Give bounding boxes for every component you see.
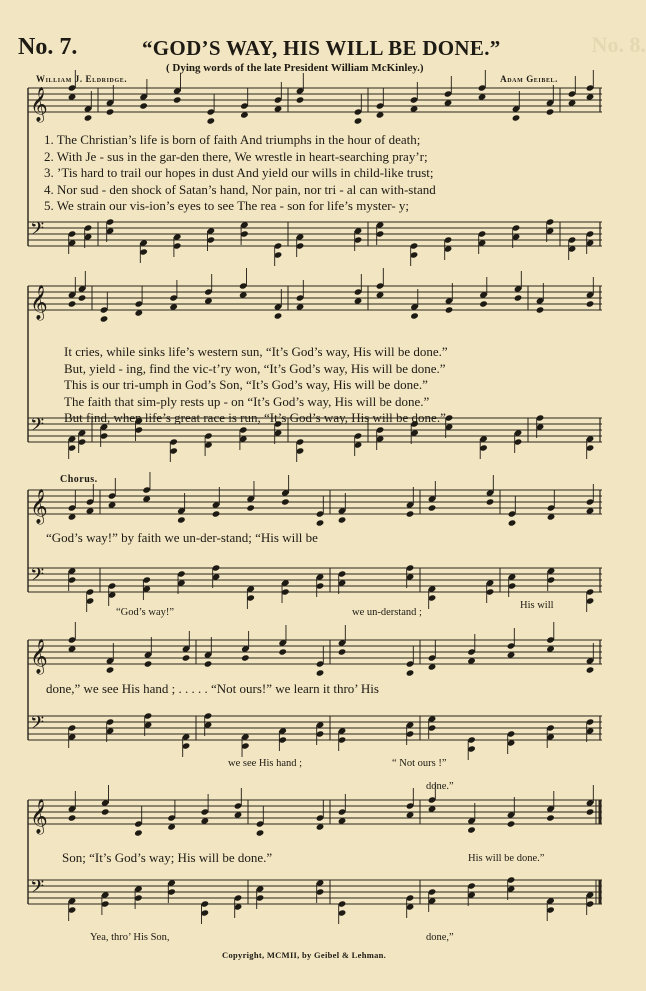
treble-clef-icon: 𝄞 — [30, 285, 48, 320]
notehead — [134, 829, 143, 836]
notehead — [207, 117, 216, 124]
chorus-lyric-2: done,” we see His hand ; . . . . . “Not ours!” we learn it thro’ His — [46, 681, 379, 696]
bass-clef-icon: 𝄢 — [30, 415, 45, 440]
treble-clef-icon: 𝄞 — [30, 639, 48, 674]
chorus-alto-1c: His will — [520, 600, 554, 611]
notehead — [486, 498, 495, 505]
hymn-number: No. 7. — [18, 34, 78, 60]
notehead — [586, 666, 595, 673]
notehead — [144, 660, 153, 667]
notehead — [281, 498, 290, 505]
treble-clef-icon: 𝄞 — [30, 87, 48, 122]
notehead — [316, 519, 325, 526]
hymn-subtitle: ( Dying words of the late President William McKinley.) — [166, 62, 424, 74]
verse-line-1: 1. The Christian’s life is born of faith And triumphs in the hour of death; — [44, 132, 421, 147]
notehead — [428, 504, 437, 511]
notehead — [406, 510, 415, 517]
notehead — [182, 654, 191, 661]
chorus-alto-3b: done,” — [426, 932, 454, 943]
bleed-through-title: No. 8. — [591, 32, 646, 57]
notehead — [536, 306, 545, 313]
bass-clef-icon: 𝄢 — [30, 713, 45, 738]
refrain-line-4: The faith that sim-ply rests up - on “It’s God’s way, His will be done.” — [64, 393, 430, 409]
refrain-block — [64, 344, 584, 427]
notehead — [101, 808, 110, 815]
notehead — [84, 114, 93, 121]
verse-line-5: 5. We strain our vis-ion’s eyes to see The rea - son for life’s myster- y; — [44, 198, 410, 213]
chorus-alto-1b: we un-derstand ; — [352, 607, 422, 618]
notehead — [316, 669, 325, 676]
refrain-line-3: This is our tri-umph in God’s Son, “It’s God’s way, His will be done.” — [64, 377, 428, 392]
refrain-line-2: But, yield - ing, find the vic-t’ry won, “It’s God’s way, His will be done.” — [64, 360, 446, 376]
chorus-alto-1a: “God’s way!” — [116, 607, 175, 618]
chorus-lyric-3: Son; “It’s God’s way; His will be done.” — [62, 850, 273, 865]
refrain-line-5: But find, when life’s great race is run, “It’s God’s way, His will be done.” — [64, 410, 446, 425]
notehead — [204, 660, 213, 667]
treble-clef-icon: 𝄞 — [30, 799, 48, 834]
notehead — [508, 519, 517, 526]
bass-clef-icon: 𝄢 — [30, 877, 45, 902]
notehead — [467, 826, 476, 833]
notehead — [514, 294, 523, 301]
notehead — [445, 306, 454, 313]
notehead — [68, 814, 77, 821]
notehead — [278, 648, 287, 655]
chorus-lyric-3-end: His will be done.” — [468, 853, 545, 864]
notehead — [177, 516, 186, 523]
verse-block — [44, 132, 604, 215]
chorus-alto-3a: Yea, thro’ His Son, — [90, 932, 170, 943]
notehead — [586, 808, 595, 815]
notehead — [406, 669, 415, 676]
notehead — [546, 814, 555, 821]
notehead — [586, 300, 595, 307]
hymn-title: “GOD’S WAY, HIS WILL BE DONE.” — [142, 36, 501, 60]
bass-clef-icon: 𝄢 — [30, 565, 45, 590]
notehead — [106, 108, 115, 115]
notehead — [512, 114, 521, 121]
verse-line-2: 2. With Je - sus in the gar-den there, We wrestle in heart-searching pray’r; — [44, 148, 428, 164]
author-credit: William J. Eldridge. — [36, 74, 128, 84]
notehead — [173, 96, 182, 103]
notehead — [296, 96, 305, 103]
notehead — [338, 516, 347, 523]
verse-line-4: 4. Nor sud - den shock of Satan’s hand, Nor pain, nor tri - al can with-stand — [44, 181, 436, 197]
notehead — [100, 315, 109, 322]
refrain-line-1: It cries, while sinks life’s western sun, “It’s God’s way, His will be done.” — [64, 344, 448, 359]
copyright-notice: Copyright, MCMII, by Geibel & Lehman. — [222, 950, 387, 960]
verse-line-3: 3. ’Tis hard to trail our hopes in dust And yield our wills in child-like trust; — [44, 165, 434, 180]
notehead — [241, 654, 250, 661]
notehead — [479, 300, 488, 307]
notehead — [354, 117, 363, 124]
chorus-alto-2b: “ Not ours !” — [392, 758, 447, 769]
notehead — [338, 648, 347, 655]
treble-clef-icon: 𝄞 — [30, 489, 48, 524]
notehead — [410, 312, 419, 319]
notehead — [507, 820, 516, 827]
notehead — [139, 102, 148, 109]
notehead — [546, 108, 555, 115]
notehead — [106, 666, 115, 673]
chorus-above-3: done.” — [426, 781, 454, 792]
bass-clef-icon: 𝄢 — [30, 219, 45, 244]
notehead — [212, 510, 221, 517]
notehead — [78, 294, 87, 301]
chorus-alto-2a: we see His hand ; — [228, 758, 303, 769]
notehead — [256, 829, 265, 836]
composer-credit: Adam Geibel. — [500, 74, 558, 84]
notehead — [246, 504, 255, 511]
notehead — [68, 300, 77, 307]
chorus-lyric-1: “God’s way!” by faith we un-der-stand; “His will be — [46, 530, 318, 545]
chorus-label: Chorus. — [60, 474, 98, 485]
notehead — [274, 312, 283, 319]
